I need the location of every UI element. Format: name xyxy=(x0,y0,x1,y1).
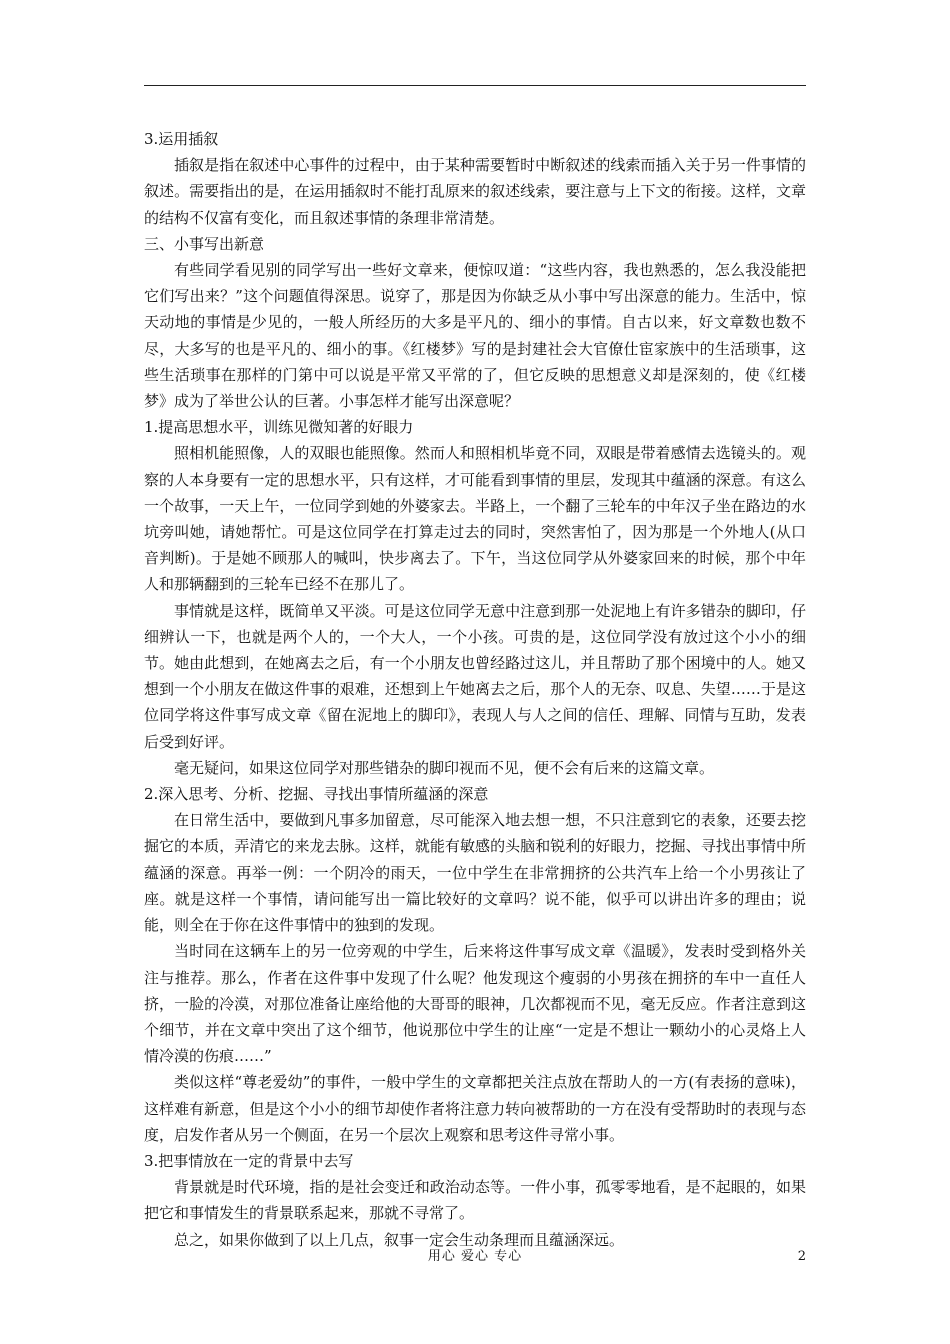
document-body xyxy=(144,126,806,1253)
paragraph: 类似这样“尊老爱幼”的事件，一般中学生的文章都把关注点放在帮助人的一方(有表扬的意味)，这样难有新意，但是这个小小的细节却使作者将注意力转向被帮助的一方在没有受帮助时的表现与态度，启发作者从另一个侧面，在另一个层次上观察和思考这件寻常小事。 xyxy=(144,1073,806,1144)
page-number: 2 xyxy=(797,1249,806,1264)
paragraph: 当时同在这辆车上的另一位旁观的中学生，后来将这件事写成文章《温暖》，发表时受到格外关注与推荐。那么，作者在这件事中发现了什么呢？他发现这个瘦弱的小男孩在拥挤的车中一直任人挤，一脸的冷漠，对那位准备让座给他的大哥哥的眼神，几次都视而不见，毫无反应。作者注意到这个细节，并在文章中突出了这个细节，他说那位中学生的让座“一定是不想让一颗幼小的心灵烙上人情冷漠的伤痕……” xyxy=(144,942,806,1066)
paragraph: 有些同学看见别的同学写出一些好文章来，便惊叹道：“这些内容，我也熟悉的，怎么我没能把它们写出来？”这个问题值得深思。说穿了，那是因为你缺乏从小事中写出深意的能力。生活中，惊天动地的事情是少见的，一般人所经历的大多是平凡的、细小的事情。自古以来，好文章数也数不尽，大多写的也是平凡的、细小的事。《红楼梦》写的是封建社会大官僚仕宦家族中的生活琐事，这些生活琐事在那样的门第中可以说是平常又平常的了，但它反映的思想意义却是深刻的，使《红楼梦》成为了举世公认的巨著。小事怎样才能写出深意呢？ xyxy=(144,261,806,411)
section-heading: 1.提高思想水平，训练见微知著的好眼力 xyxy=(144,418,414,437)
paragraph: 背景就是时代环境，指的是社会变迁和政治动态等。一件小事，孤零零地看，是不起眼的，如果把它和事情发生的背景联系起来，那就不寻常了。 xyxy=(144,1178,806,1223)
paragraph: 插叙是指在叙述中心事件的过程中，由于某种需要暂时中断叙述的线索而插入关于另一件事情的叙述。需要指出的是，在运用插叙时不能打乱原来的叙述线索，要注意与上下文的衔接。这样，文章的结构不仅富有变化，而且叙述事情的条理非常清楚。 xyxy=(144,156,806,227)
section-heading: 2.深入思考、分析、挖掘、寻找出事情所蕴涵的深意 xyxy=(144,785,489,804)
section-heading: 三、小事写出新意 xyxy=(144,234,265,253)
paragraph: 在日常生活中，要做到凡事多加留意，尽可能深入地去想一想，不只注意到它的表象，还要去挖掘它的本质，弄清它的来龙去脉。这样，就能有敏感的头脑和锐利的好眼力，挖掘、寻找出事情中所蕴涵的深意。再举一例：一个阴冷的雨天，一位中学生在非常拥挤的公共汽车上给一个小男孩让了座。就是这样一个事情，请问能写出一篇比较好的文章吗？说不能，似乎可以讲出许多的理由；说能，则全在于你在这件事情中的独到的发现。 xyxy=(144,811,806,935)
paragraph: 照相机能照像，人的双眼也能照像。然而人和照相机毕竟不同，双眼是带着感情去选镜头的。观察的人本身要有一定的思想水平，只有这样，才可能看到事情的里层，发现其中蕴涵的深意。有这么一个故事，一天上午，一位同学到她的外婆家去。半路上，一个翻了三轮车的中年汉子坐在路边的水坑旁叫她，请她帮忙。可是这位同学在打算走过去的同时，突然害怕了，因为那是一个外地人(从口音判断)。于是她不顾那人的喊叫，快步离去了。下午，当这位同学从外婆家回来的时候，那个中年人和那辆翻到的三轮车已经不在那儿了。 xyxy=(144,444,806,594)
section-heading: 3.把事情放在一定的背景中去写 xyxy=(144,1151,354,1170)
header-rule xyxy=(144,85,806,86)
paragraph: 毫无疑问，如果这位同学对那些错杂的脚印视而不见，便不会有后来的这篇文章。 xyxy=(174,758,715,777)
paragraph: 总之，如果你做到了以上几点，叙事一定会生动条理而且蕴涵深远。 xyxy=(174,1230,625,1249)
paragraph: 事情就是这样，既简单又平淡。可是这位同学无意中注意到那一处泥地上有许多错杂的脚印，仔细辨认一下，也就是两个人的，一个大人，一个小孩。可贵的是，这位同学没有放过这个小小的细节。她由此想到，在她离去之后，有一个小朋友也曾经路过这儿，并且帮助了那个困境中的人。她又想到一个小朋友在做这件事的艰难，还想到上午她离去之后，那个人的无奈、叹息、失望……于是这位同学将这件事写成文章《留在泥地上的脚印》，表现人与人之间的信任、理解、同情与互助，发表后受到好评。 xyxy=(144,601,806,751)
footer-motto: 用心 爱心 专心 xyxy=(427,1249,523,1264)
section-heading: 3.运用插叙 xyxy=(144,130,219,148)
